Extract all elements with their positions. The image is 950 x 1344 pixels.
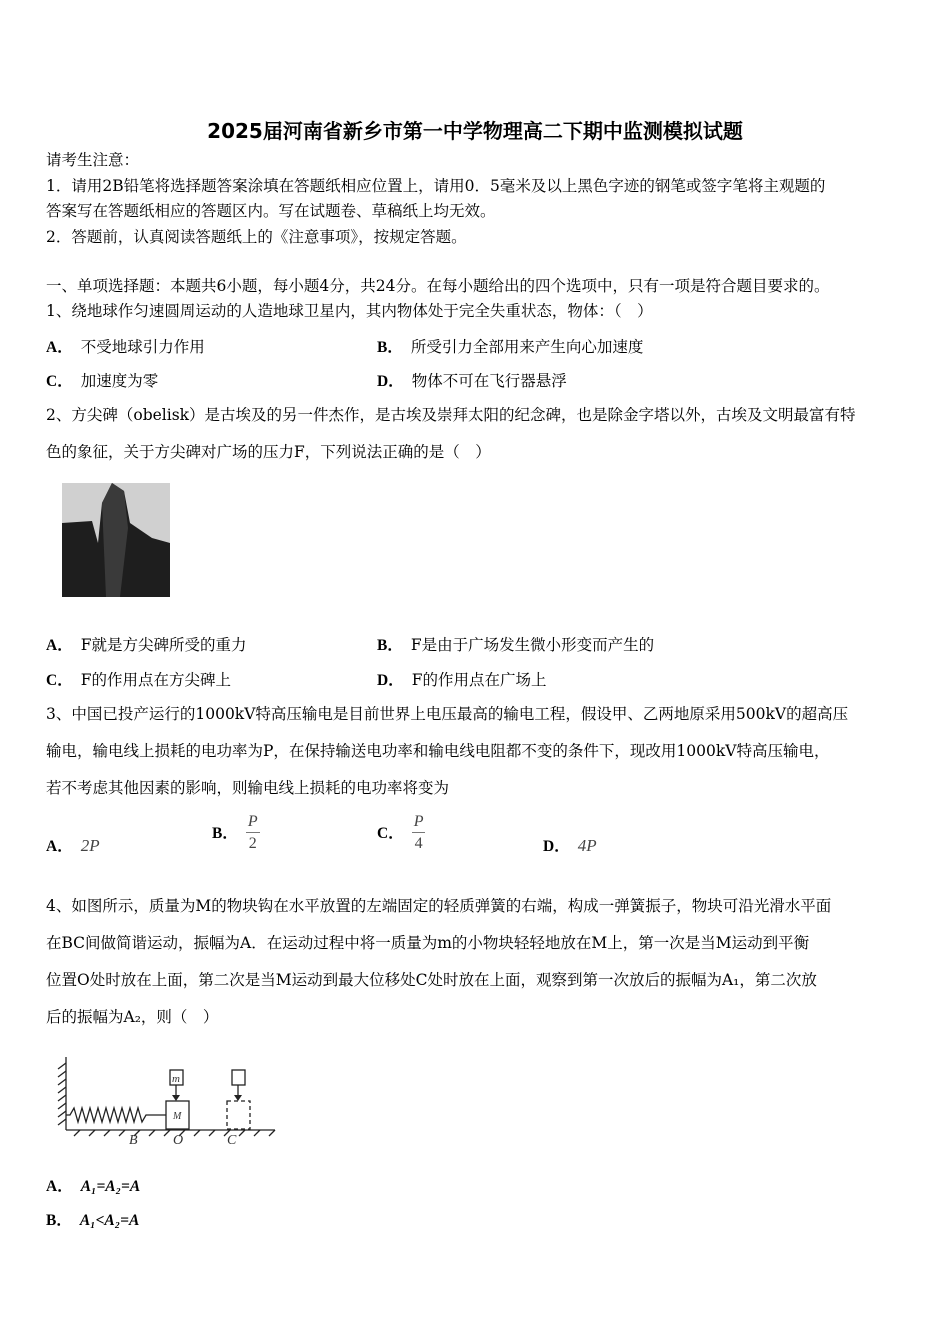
notice-line: 1．请用2B铅笔将选择题答案涂填在答题纸相应位置上，请用0．5毫米及以上黑色字迹的钢笔或签字笔将主观题的 [46,177,826,195]
q1-option-c: C． 加速度为零 [46,372,159,390]
q2-stem: 色的象征，关于方尖碑对广场的压力F，下列说法正确的是（ ） [46,443,491,461]
q3-stem: 3、中国已投产运行的1000kV特高压输电是目前世界上电压最高的输电工程，假设甲、乙两地原采用500kV的超高压 [46,705,849,723]
q1-option-b: B． 所受引力全部用来产生向心加速度 [377,338,644,356]
spring-oscillator-diagram [50,1055,280,1150]
q3-option-b: B． $\frac{P}{2}$ [212,813,258,852]
q4-stem: 位置O处时放在上面，第二次是当M运动到最大位移处C处时放在上面，观察到第一次放后的振幅为A₁，第二次放 [46,971,817,989]
label-m: m [172,1073,180,1085]
page-title: 2025届河南省新乡市第一中学物理高二下期中监测模拟试题 [207,119,743,143]
q3-stem: 输电，输电线上损耗的电功率为P，在保持输送电功率和输电线电阻都不变的条件下，现改用1000kV特高压输电， [46,742,830,760]
label-M: M [173,1111,182,1122]
notice-heading: 请考生注意： [46,151,140,169]
q4-stem: 4、如图所示，质量为M的物块钩在水平放置的左端固定的轻质弹簧的右端，构成一弹簧振子，物块可沿光滑水平面 [46,897,832,915]
q4-option-b: B． A₁<A₂=A [46,1212,140,1229]
q3-option-a: A． 2P [46,836,100,855]
section-heading: 一、单项选择题：本题共6小题，每小题4分，共24分。在每小题给出的四个选项中，只有一项是符合题目要求的。 [46,277,830,295]
q4-stem: 在BC间做简谐运动，振幅为A．在运动过程中将一质量为m的小物块轻轻地放在M上，第一次是当M运动到平衡 [46,934,810,952]
label-O: O [173,1133,184,1148]
notice-line: 2．答题前，认真阅读答题纸上的《注意事项》，按规定答题。 [46,228,467,246]
q2-option-c: C． F的作用点在方尖碑上 [46,671,231,689]
label-C: C [227,1133,237,1148]
q3-option-d: D． 4P [543,836,597,855]
obelisk-photo [62,483,170,597]
q4-option-a: A． A₁=A₂=A [46,1178,141,1195]
q2-option-d: D． F的作用点在广场上 [377,671,547,689]
q4-stem: 后的振幅为A₂，则（ ） [46,1008,219,1026]
q2-option-b: B． F是由于广场发生微小形变而产生的 [377,636,655,654]
q1-option-d: D． 物体不可在飞行器悬浮 [377,372,567,390]
q2-option-a: A． F就是方尖碑所受的重力 [46,636,247,654]
q3-option-c: C． $\frac{P}{4}$ [377,813,424,852]
notice-line: 答案写在答题纸相应的答题区内。写在试题卷、草稿纸上均无效。 [46,202,496,220]
q1-option-a: A． 不受地球引力作用 [46,338,205,356]
q3-stem: 若不考虑其他因素的影响，则输电线上损耗的电功率将变为 [46,779,450,797]
q1-stem: 1、绕地球作匀速圆周运动的人造地球卫星内，其内物体处于完全失重状态，物体：（ ） [46,302,653,320]
label-B: B [129,1133,138,1148]
q2-stem: 2、方尖碑（obelisk）是古埃及的另一件杰作，是古埃及崇拜太阳的纪念碑，也是除金字塔以外，古埃及文明最富有特 [46,406,856,424]
